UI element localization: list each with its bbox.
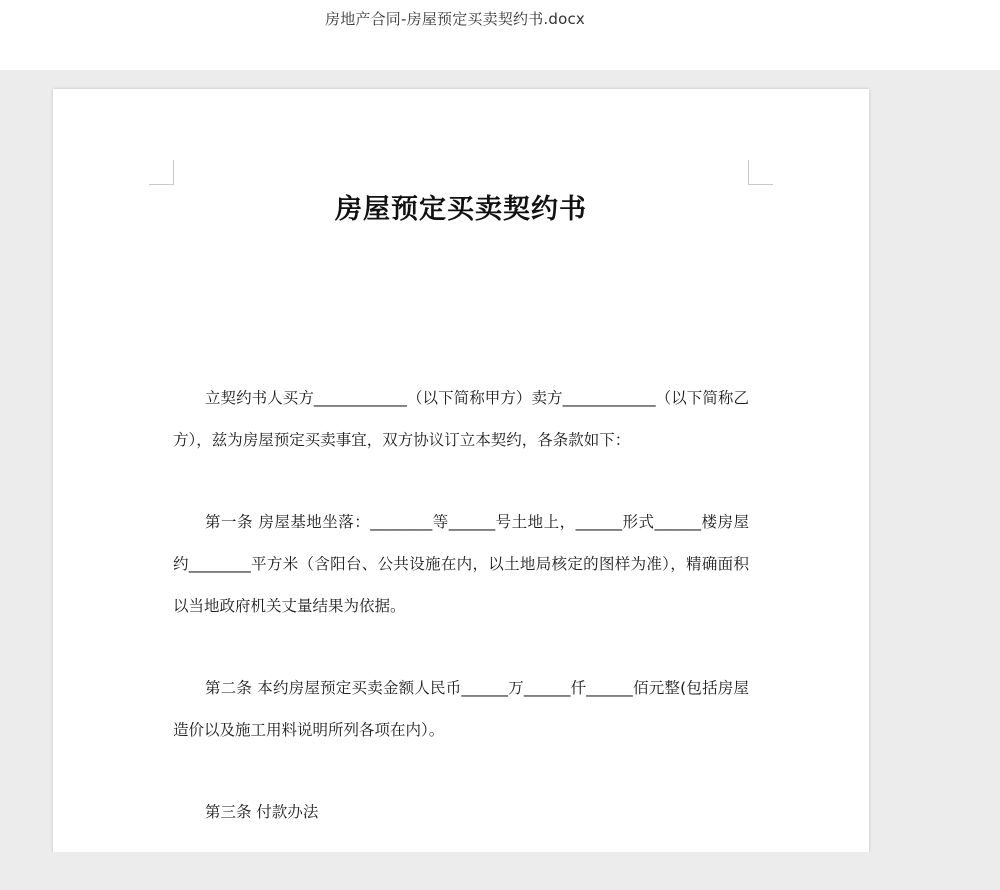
- title-bar: [0, 0, 1000, 70]
- document-title: 房屋预定买卖契约书: [335, 194, 587, 225]
- document-viewer[interactable]: [0, 70, 1000, 890]
- viewer-bottom-bar: [0, 852, 1000, 890]
- paragraph-article-2: 第二条 本约房屋预定买卖金额人民币______万______仟______佰元整(包括房屋造价以及施工用料说明所列各项在内）。: [173, 679, 749, 739]
- paragraph-article-1: 第一条 房屋基地坐落：________等______号土地上，______形式______楼房屋约________平方米（含阳台、公共设施在内，以土地局核定的图样为准），精确面积以当地政府机关丈量结果为依据。: [173, 513, 749, 615]
- document-file-name: 房地产合同-房屋预定买卖契约书.docx: [325, 10, 586, 28]
- document-page[interactable]: [53, 89, 869, 890]
- margin-corner-mark-left: [149, 160, 174, 185]
- paragraph-parties: 立契约书人买方____________（以下简称甲方）卖方____________（以下简称乙方），兹为房屋预定买卖事宜，双方协议订立本契约，各条款如下：: [173, 389, 749, 449]
- margin-corner-mark-right: [748, 160, 773, 185]
- paragraph-article-3: 第三条 付款办法: [205, 803, 319, 821]
